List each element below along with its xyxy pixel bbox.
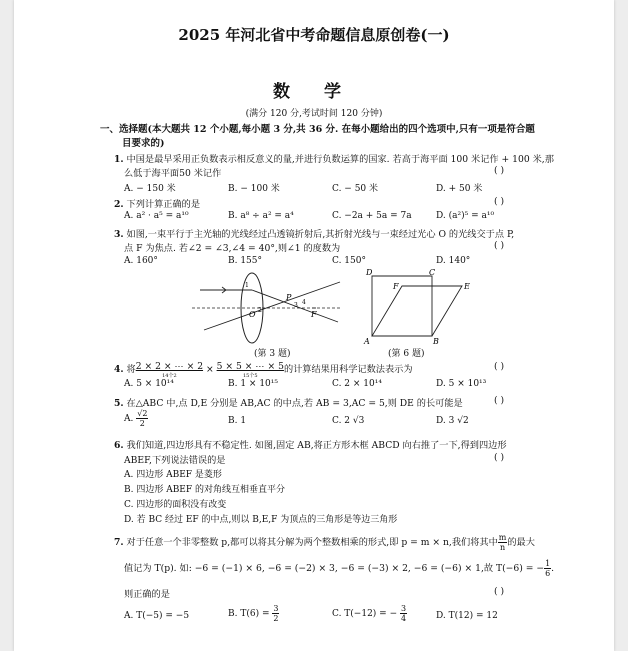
q6-choice-b: B. 四边形 ABEF 的对角线互相垂直平分 <box>124 485 285 495</box>
q5-option-b: B. 1 <box>228 416 247 426</box>
question-1 <box>114 151 554 165</box>
angle-label-2: 2 <box>258 307 262 314</box>
fraction-denominator: n <box>500 543 506 552</box>
answer-bracket: ( ) <box>494 452 505 463</box>
fraction-numerator: 3 <box>273 604 279 613</box>
label-p: P <box>286 293 292 302</box>
question-2-number: 2. <box>114 199 124 210</box>
q7-option-b-label: B. T(6) = <box>228 609 270 619</box>
question-7-line2-text: 值记为 T(p). 如: −6 = (−1) × 6, −6 = (−2) × 3, −6 = (−3) × 2, −6 = (−6) × 1,故 T(−6) = − <box>124 563 545 574</box>
q5-option-d: D. 3 √2 <box>436 416 469 426</box>
question-2 <box>114 196 200 210</box>
fraction-numerator: 1 <box>545 559 551 568</box>
rhombus-abef <box>372 286 462 336</box>
q4-option-d: D. 5 × 10¹³ <box>436 379 487 389</box>
q1-option-a: A. − 150 米 <box>124 184 176 194</box>
fraction <box>400 604 407 623</box>
section-heading-line1: 一、选择题(本大题共 12 个小题,每小题 3 分,共 36 分. 在每小题给出的四个选项中,只有一项是符合题 <box>100 124 535 135</box>
label-b: B <box>433 337 439 344</box>
question-3-line2: 点 F 为焦点. 若∠2 = ∠3,∠4 = 40°,则∠1 的度数为 <box>124 243 341 254</box>
q1-option-d: D. + 50 米 <box>436 184 483 194</box>
figure-6-caption: (第 6 题) <box>388 349 425 359</box>
answer-bracket: ( ) <box>494 196 505 207</box>
angle-label-1: 1 <box>245 282 249 289</box>
label-o: O <box>249 310 256 319</box>
q1-option-b: B. − 100 米 <box>228 184 280 194</box>
label-f: F <box>393 282 399 291</box>
question-7-number: 7. <box>114 537 124 548</box>
answer-bracket: ( ) <box>494 165 505 176</box>
fraction-numerator: 3 <box>400 604 407 613</box>
q2-option-a: A. a² · a⁵ = a¹⁰ <box>124 211 189 221</box>
q1-option-c: C. − 50 米 <box>332 184 379 194</box>
q5-option-c: C. 2 √3 <box>332 416 365 426</box>
question-5-text: 在△ABC 中,点 D,E 分别是 AB,AC 的中点,若 AB = 3,AC = 5,则 DE 的长可能是 <box>126 398 463 409</box>
fraction-denominator: 2 <box>139 419 145 428</box>
question-4-prefix: 将 <box>126 364 136 375</box>
question-6-number: 6. <box>114 440 124 451</box>
label-f: F <box>311 310 317 319</box>
answer-bracket: ( ) <box>494 586 505 597</box>
figure-3-caption: (第 3 题) <box>254 349 291 359</box>
times-sign: × <box>203 364 217 375</box>
fraction-denominator: 4 <box>400 614 407 623</box>
fraction <box>272 604 279 623</box>
question-7-line1: 对于任意一个非零整数 p,都可以将其分解为两个整数相乘的形式,即 p = m × n,我们将其中 <box>126 537 498 548</box>
question-2-text: 下列计算正确的是 <box>126 199 201 210</box>
exam-title: 2025 年河北省中考命题信息原创卷(一) <box>178 26 450 44</box>
question-1-line2: 么低于海平面50 米记作 <box>124 168 222 179</box>
fraction-denominator: 6 <box>545 569 551 578</box>
q3-option-c: C. 150° <box>332 256 366 266</box>
fraction-numerator: √2 <box>137 409 148 418</box>
q5-option-a <box>124 409 148 428</box>
question-7-line1-end: 的最大 <box>507 537 535 548</box>
question-7 <box>114 533 535 552</box>
q4-option-c: C. 2 × 10¹⁴ <box>332 379 382 389</box>
label-c: C <box>429 268 436 277</box>
exam-paper <box>14 0 614 651</box>
q7-option-a: A. T(−5) = −5 <box>124 611 190 621</box>
question-6-line2: ABEF,下列说法错误的是 <box>124 455 226 466</box>
question-3-number: 3. <box>114 229 124 240</box>
product-twos-expr: 2 × 2 × ⋯ × 2 <box>135 361 204 372</box>
answer-bracket: ( ) <box>494 240 505 251</box>
q3-option-b: B. 155° <box>228 256 263 266</box>
q2-option-c: C. −2a + 5a = 7a <box>332 211 412 221</box>
answer-bracket: ( ) <box>494 361 505 372</box>
label-d: D <box>366 268 373 277</box>
question-1-line1: 中国是最早采用正负数表示相反意义的量,并进行负数运算的国家. 若高于海平面 100 米记作 + 100 米,那 <box>126 154 554 165</box>
label-a: A <box>364 337 370 344</box>
product-fives-count: 15个5 <box>242 373 258 379</box>
question-7-line3: 则正确的是 <box>124 589 170 600</box>
label-e: E <box>464 282 470 291</box>
fraction-denominator: 2 <box>273 614 279 623</box>
question-3-line1: 如图,一束平行于主光轴的光线经过凸透镜折射后,其折射光线与一束经过光心 O 的光线交于点 P, <box>126 229 515 240</box>
fraction-numerator: m <box>498 533 507 542</box>
q7-option-d: D. T(12) = 12 <box>436 611 498 621</box>
fraction <box>498 533 508 552</box>
answer-bracket: ( ) <box>494 395 505 406</box>
q3-option-d: D. 140° <box>436 256 471 266</box>
q7-option-c-label: C. T(−12) = − <box>332 609 398 619</box>
q4-option-b: B. 1 × 10¹⁵ <box>228 379 278 389</box>
q3-option-a: A. 160° <box>124 256 158 266</box>
score-time-note: (满分 120 分,考试时间 120 分钟) <box>245 109 383 119</box>
question-6-line1: 我们知道,四边形具有不稳定性. 如图,固定 AB,将正方形木框 ABCD 向右推了一下,得到四边形 <box>126 440 507 451</box>
q4-option-a: A. 5 × 10¹⁴ <box>124 379 174 389</box>
q7-option-b <box>228 604 279 623</box>
question-1-number: 1. <box>114 154 124 165</box>
q6-choice-a: A. 四边形 ABEF 是菱形 <box>124 470 222 480</box>
question-3 <box>114 226 514 240</box>
question-7-line2 <box>124 559 554 578</box>
q7-option-c <box>332 604 407 623</box>
question-5 <box>114 395 463 409</box>
figure-6-quadrilateral-diagram <box>360 268 480 344</box>
square-abcd <box>372 276 432 336</box>
question-6 <box>114 437 507 451</box>
period: . <box>551 563 555 574</box>
fraction <box>136 409 148 428</box>
product-fives-expr: 5 × 5 × ⋯ × 5 <box>216 361 284 372</box>
q5-option-a-label: A. <box>124 414 134 424</box>
question-5-number: 5. <box>114 398 124 409</box>
figure-3-lens-diagram <box>190 272 350 346</box>
question-4-suffix: 的计算结果用科学记数法表示为 <box>283 364 413 375</box>
q2-option-b: B. a⁸ ÷ a² = a⁴ <box>228 211 294 221</box>
q6-choice-c: C. 四边形的面积没有改变 <box>124 500 227 510</box>
section-heading-line2: 目要求的) <box>122 138 165 149</box>
angle-label-3: 3 <box>294 302 298 309</box>
q6-choice-d: D. 若 BC 经过 EF 的中点,则以 B,E,F 为顶点的三角形是等边三角形 <box>124 515 398 525</box>
angle-label-4: 4 <box>302 299 306 306</box>
q2-option-d: D. (a²)⁵ = a¹⁰ <box>436 211 495 221</box>
subject-heading: 数 学 <box>273 82 355 102</box>
product-twos-count: 14个2 <box>162 373 177 379</box>
question-4-number: 4. <box>114 364 124 375</box>
